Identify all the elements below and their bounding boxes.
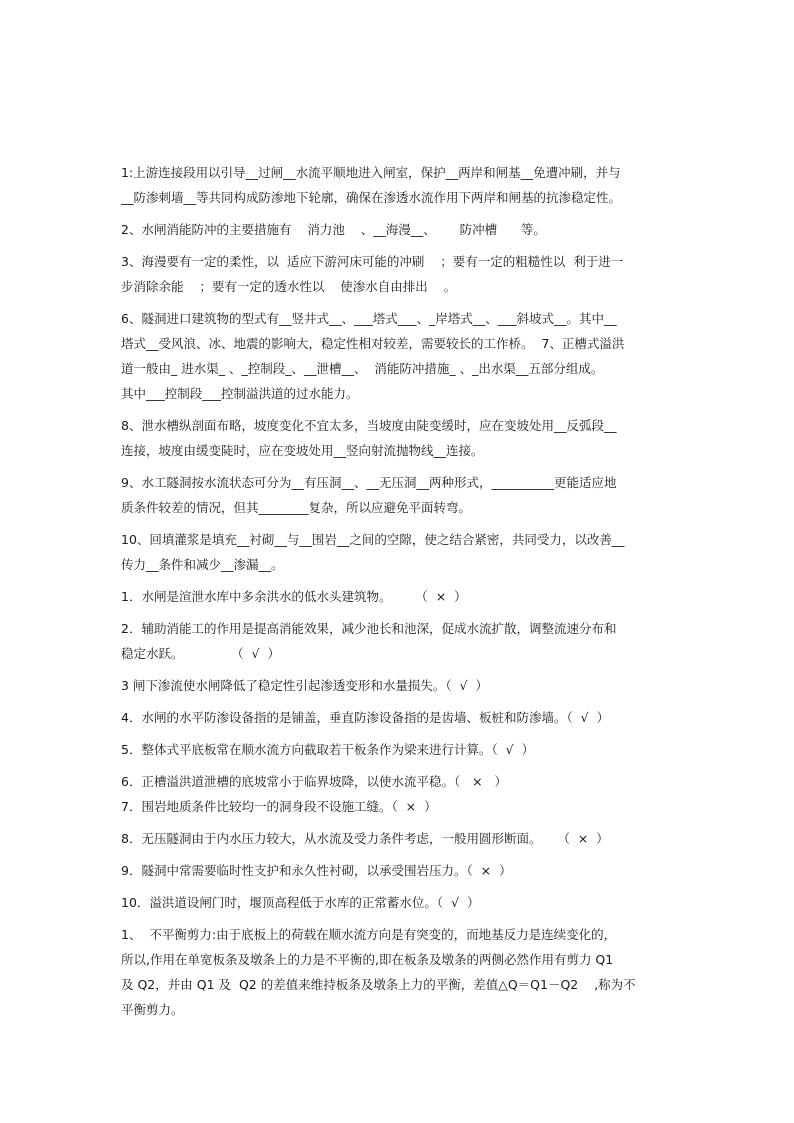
- paragraph-p11: [121, 705, 677, 730]
- paragraph-p7: [121, 527, 677, 577]
- text-line: 1．水闸是渲泄水库中多余洪水的低水头建筑物。 （ × ）: [121, 589, 467, 604]
- text-line: 连接，坡度由缓变陡时，应在变坡处用__竖向射流抛物线__连接。: [121, 443, 484, 458]
- text-line: 4．水闸的水平防渗设备指的是铺盖，垂直防渗设备指的是齿墙、板桩和防渗墙。（ √ ）: [121, 710, 610, 725]
- text-line: 所以,作用在单宽板条及墩条上的力是不平衡的,即在板条及墩条的两侧必然作用有剪力 Q1: [121, 952, 614, 967]
- paragraph-p16: [121, 858, 677, 883]
- text-line: 9．隧洞中常需要临时性支护和永久性衬砌，以承受围岩压力。（ × ）: [121, 863, 512, 878]
- text-line: 8．无压隧洞由于内水压力较大，从水流及受力条件考虑，一般用圆形断面。 （ × ）: [121, 831, 609, 846]
- text-line: __防渗刺墙__等共同构成防渗地下轮廓，确保在渗透水流作用下两岸和闸基的抗渗稳定性。: [121, 190, 622, 205]
- paragraph-p18: [121, 922, 677, 1022]
- text-line: 6．正槽溢洪道泄槽的底坡常小于临界坡降，以使水流平稳。（ × ）: [121, 774, 508, 789]
- text-line: 1:上游连接段用以引导__过闸__水流平顺地进入闸室，保护__两岸和闸基__免遭冲刷，并与: [121, 165, 621, 180]
- paragraph-p3: [121, 249, 677, 299]
- text-line: 10、回填灌浆是填充__衬砌__与__围岩__之间的空隙，使之结合紧密，共同受力，以改善__: [121, 532, 625, 547]
- text-line: 3、海漫要有一定的柔性，以 适应下游河床可能的冲刷 ；要有一定的粗糙性以 利于进一: [121, 254, 624, 269]
- text-line: 6、隧洞进口建筑物的型式有__竖井式__、___塔式___、_岸塔式__、___斜坡式__。其中__: [121, 311, 617, 326]
- text-line: 其中___控制段___控制溢洪道的过水能力。: [121, 386, 359, 401]
- document-body: [121, 160, 677, 1029]
- text-line: 平衡剪力。: [121, 1002, 184, 1017]
- text-line: 2．辅助消能工的作用是提高消能效果，减少池长和池深，促成水流扩散，调整流速分布和: [121, 621, 617, 636]
- text-line: 塔式__受风浪、冰、地震的影响大，稳定性相对较差，需要较长的工作桥。 7、正槽式溢洪: [121, 336, 625, 351]
- text-line: 9、水工隧洞按水流状态可分为__有压洞__、__无压洞__两种形式，__________更能适应地: [121, 475, 617, 490]
- text-line: 传力__条件和减少__渗漏__。: [121, 557, 284, 572]
- text-line: 及 Q2，并由 Q1 及 Q2 的差值来维持板条及墩条上力的平衡，差值△Q＝Q1－Q2 ,称为不: [121, 977, 636, 992]
- text-line: 2、水闸消能防冲的主要措施有 消力池 、__海漫__、 防冲槽 等。: [121, 222, 546, 237]
- paragraph-p13: [121, 769, 677, 794]
- paragraph-p9: [121, 616, 677, 666]
- text-line: 稳定水跃。 （ √ ）: [121, 646, 281, 661]
- paragraph-p14: [121, 794, 677, 819]
- paragraph-p4: [121, 306, 677, 406]
- text-line: 8、泄水槽纵剖面布略，坡度变化不宜太多，当坡度由陡变缓时，应在变坡处用__反弧段__: [121, 418, 617, 433]
- text-line: 7．围岩地质条件比较均一的洞身段不设施工缝。（ × ）: [121, 799, 437, 814]
- paragraph-p2: [121, 217, 677, 242]
- text-line: 质条件较差的情况，但其________复杂，所以应避免平面转弯。: [121, 500, 472, 515]
- text-line: 步消除余能 ；要有一定的透水性以 使渗水自由排出 。: [121, 279, 457, 294]
- paragraph-p8: [121, 584, 677, 609]
- text-line: 10．溢洪道设闸门时，堰顶高程低于水库的正常蓄水位。（ √ ）: [121, 895, 480, 910]
- text-line: 道一般由_ 进水渠_ 、_控制段_、__泄槽__、 消能防冲措施_ 、_出水渠__五部分组成。: [121, 361, 604, 376]
- text-line: 1、 不平衡剪力:由于底板上的荷载在顺水流方向是有突变的，而地基反力是连续变化的，: [121, 927, 617, 942]
- paragraph-p17: [121, 890, 677, 915]
- text-line: 5．整体式平底板常在顺水流方向截取若干板条作为梁来进行计算。（ √ ）: [121, 742, 535, 757]
- text-line: 3 闸下渗流使水闸降低了稳定性引起渗透变形和水量损失。（ √ ）: [121, 678, 489, 693]
- paragraph-p15: [121, 826, 677, 851]
- paragraph-p6: [121, 470, 677, 520]
- paragraph-p10: [121, 673, 677, 698]
- paragraph-p12: [121, 737, 677, 762]
- paragraph-p1: [121, 160, 677, 210]
- paragraph-p5: [121, 413, 677, 463]
